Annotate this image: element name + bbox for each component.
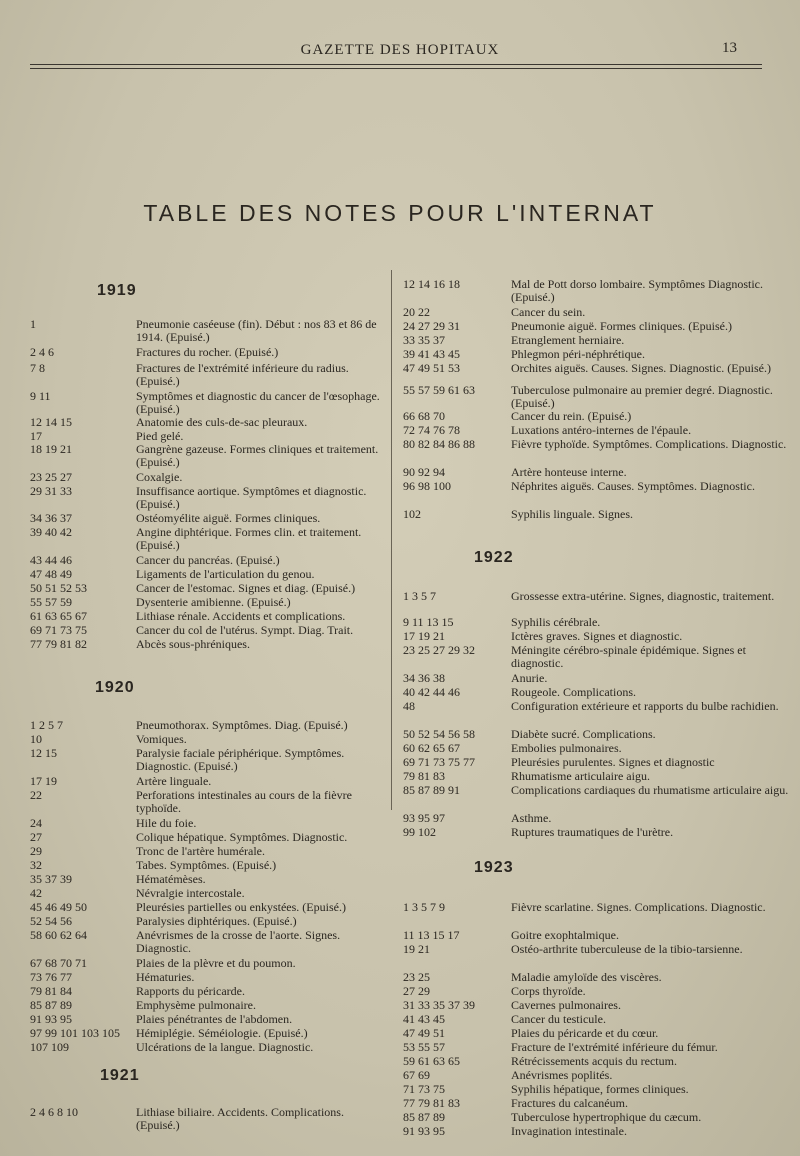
entry-numbers: 91 93 95: [30, 1012, 72, 1026]
page-number: 13: [722, 40, 737, 56]
entry-numbers: 32: [30, 858, 42, 872]
entry-topic: Ostéo-arthrite tuberculeuse de la tibio-tarsienne.: [511, 942, 743, 956]
entry-numbers: 17 19 21: [403, 629, 445, 643]
entry-topic: Colique hépatique. Symptômes. Diagnostic.: [136, 830, 348, 844]
entry-topic: Syphilis hépatique, formes cliniques.: [511, 1082, 689, 1096]
entry-topic: Lithiase rénale. Accidents et complications.: [136, 609, 346, 623]
entry-numbers: 55 57 59 61 63: [403, 383, 475, 397]
entry-topic: Cancer du col de l'utérus. Sympt. Diag. Trait.: [136, 623, 354, 637]
journal-title: GAZETTE DES HOPITAUX: [300, 42, 500, 58]
entry-topic: Anatomie des culs-de-sac pleuraux.: [136, 415, 308, 429]
entry-topic: Orchites aiguës. Causes. Signes. Diagnostic. (Epuisé.): [511, 361, 771, 375]
entry-numbers: 39 40 42: [30, 525, 72, 539]
entry-topic: Pleurésies purulentes. Signes et diagnostic: [511, 755, 715, 769]
entry-topic: Fractures de l'extrémité inférieure du radius. (Epuisé.): [136, 361, 349, 389]
entry-numbers: 27 29: [403, 984, 430, 998]
entry-numbers: 43 44 46: [30, 553, 72, 567]
entry-topic: Hématémèses.: [136, 872, 206, 886]
entry-topic: Perforations intestinales au cours de la fièvre typhoïde.: [136, 788, 352, 816]
entry-numbers: 66 68 70: [403, 409, 445, 423]
entry-numbers: 60 62 65 67: [403, 741, 460, 755]
entry-topic: Abcès sous-phréniques.: [136, 637, 250, 651]
entry-numbers: 9 11: [30, 389, 51, 403]
entry-numbers: 77 79 81 82: [30, 637, 87, 651]
entry-numbers: 2 4 6: [30, 345, 54, 359]
entry-topic: Plaies pénétrantes de l'abdomen.: [136, 1012, 293, 1026]
entry-numbers: 59 61 63 65: [403, 1054, 460, 1068]
entry-numbers: 12 14 16 18: [403, 277, 460, 291]
entry-numbers: 17: [30, 429, 42, 443]
entry-topic: Ostéomyélite aiguë. Formes cliniques.: [136, 511, 321, 525]
entry-numbers: 69 71 73 75 77: [403, 755, 475, 769]
entry-numbers: 31 33 35 37 39: [403, 998, 475, 1012]
entry-topic: Corps thyroïde.: [511, 984, 586, 998]
entry-topic: Rapports du péricarde.: [136, 984, 245, 998]
entry-topic: Néphrites aiguës. Causes. Symptômes. Diagnostic.: [511, 479, 755, 493]
entry-topic: Lithiase biliaire. Accidents. Complications. (Epuisé.): [136, 1105, 344, 1133]
entry-numbers: 80 82 84 86 88: [403, 437, 475, 451]
entry-topic: Pneumonie caséeuse (fin). Début : nos 83 et 86 de 1914. (Epuisé.): [136, 317, 377, 345]
entry-numbers: 23 25: [403, 970, 430, 984]
entry-numbers: 61 63 65 67: [30, 609, 87, 623]
entry-topic: Mal de Pott dorso lombaire. Symptômes Diagnostic. (Epuisé.): [511, 277, 763, 305]
entry-numbers: 22: [30, 788, 42, 802]
entry-numbers: 85 87 89 91: [403, 783, 460, 797]
entry-topic: Hématuries.: [136, 970, 195, 984]
entry-topic: Cancer du rein. (Epuisé.): [511, 409, 632, 423]
entry-topic: Diabète sucré. Complications.: [511, 727, 656, 741]
header-rule-thin: [30, 68, 762, 69]
entry-topic: Luxations antéro-internes de l'épaule.: [511, 423, 692, 437]
entry-numbers: 47 48 49: [30, 567, 72, 581]
entry-numbers: 18 19 21: [30, 442, 72, 456]
entry-numbers: 85 87 89: [30, 998, 72, 1012]
entry-numbers: 33 35 37: [403, 333, 445, 347]
entry-topic: Pied gelé.: [136, 429, 184, 443]
entry-topic: Rétrécissements acquis du rectum.: [511, 1054, 677, 1068]
entry-numbers: 50 52 54 56 58: [403, 727, 475, 741]
page-title: TABLE DES NOTES POUR L'INTERNAT: [143, 200, 657, 226]
entry-topic: Cancer du pancréas. (Epuisé.): [136, 553, 280, 567]
entry-topic: Tronc de l'artère humérale.: [136, 844, 265, 858]
entry-topic: Anurie.: [511, 671, 548, 685]
entry-topic: Tabes. Symptômes. (Epuisé.): [136, 858, 277, 872]
entry-numbers: 1 2 5 7: [30, 718, 63, 732]
entry-topic: Artère linguale.: [136, 774, 212, 788]
entry-numbers: 2 4 6 8 10: [30, 1105, 78, 1119]
entry-topic: Etranglement herniaire.: [511, 333, 625, 347]
entry-topic: Rhumatisme articulaire aigu.: [511, 769, 650, 783]
entry-topic: Anévrismes poplités.: [511, 1068, 613, 1082]
entry-topic: Méningite cérébro-spinale épidémique. Signes et diagnostic.: [511, 643, 746, 671]
entry-topic: Hile du foie.: [136, 816, 197, 830]
entry-topic: Paralysie faciale périphérique. Symptômes. Diagnostic. (Epuisé.): [136, 746, 345, 774]
entry-numbers: 7 8: [30, 361, 45, 375]
entry-numbers: 67 68 70 71: [30, 956, 87, 970]
entry-topic: Hémiplégie. Séméiologie. (Epuisé.): [136, 1026, 308, 1040]
entry-numbers: 47 49 51 53: [403, 361, 460, 375]
page-header: [0, 40, 800, 80]
entry-topic: Ruptures traumatiques de l'urètre.: [511, 825, 674, 839]
entry-topic: Embolies pulmonaires.: [511, 741, 622, 755]
entry-topic: Fièvre typhoïde. Symptômes. Complications. Diagnostic.: [511, 437, 787, 451]
entry-numbers: 1 3 5 7: [403, 589, 436, 603]
entry-topic: Plaies du péricarde et du cœur.: [511, 1026, 659, 1040]
entry-topic: Pneumonie aiguë. Formes cliniques. (Epuisé.): [511, 319, 732, 333]
entry-numbers: 24 27 29 31: [403, 319, 460, 333]
entry-numbers: 97 99 101 103 105: [30, 1026, 120, 1040]
entry-numbers: 29 31 33: [30, 484, 72, 498]
year-heading-1921: 1921: [100, 1067, 140, 1084]
entry-numbers: 53 55 57: [403, 1040, 445, 1054]
entry-topic: Paralysies diphtériques. (Epuisé.): [136, 914, 297, 928]
entry-topic: Ulcérations de la langue. Diagnostic.: [136, 1040, 314, 1054]
entry-topic: Syphilis linguale. Signes.: [511, 507, 634, 521]
entry-topic: Plaies de la plèvre et du poumon.: [136, 956, 296, 970]
entry-topic: Pleurésies partielles ou enkystées. (Epuisé.): [136, 900, 346, 914]
entry-topic: Névralgie intercostale.: [136, 886, 245, 900]
entry-topic: Rougeole. Complications.: [511, 685, 636, 699]
entry-numbers: 23 25 27: [30, 470, 72, 484]
entry-numbers: 23 25 27 29 32: [403, 643, 475, 657]
entry-numbers: 19 21: [403, 942, 430, 956]
entry-topic: Asthme.: [511, 811, 552, 825]
entry-topic: Fractures du calcanéum.: [511, 1096, 628, 1110]
entry-topic: Ligaments de l'articulation du genou.: [136, 567, 315, 581]
entry-topic: Phlegmon péri-néphrétique.: [511, 347, 645, 361]
entry-numbers: 79 81 83: [403, 769, 445, 783]
entry-numbers: 41 43 45: [403, 1012, 445, 1026]
entry-numbers: 40 42 44 46: [403, 685, 460, 699]
entry-numbers: 42: [30, 886, 42, 900]
entry-topic: Tuberculose hypertrophique du cæcum.: [511, 1110, 702, 1124]
column-divider: [391, 270, 392, 810]
entry-topic: Fractures du rocher. (Epuisé.): [136, 345, 279, 359]
entry-topic: Emphysème pulmonaire.: [136, 998, 256, 1012]
entry-topic: Cavernes pulmonaires.: [511, 998, 621, 1012]
entry-numbers: 91 93 95: [403, 1124, 445, 1138]
entry-numbers: 1: [30, 317, 36, 331]
entry-topic: Grossesse extra-utérine. Signes, diagnostic, traitement.: [511, 589, 775, 603]
entry-numbers: 71 73 75: [403, 1082, 445, 1096]
entry-topic: Fracture de l'extrémité inférieure du fémur.: [511, 1040, 718, 1054]
entry-numbers: 10: [30, 732, 42, 746]
entry-topic: Tuberculose pulmonaire au premier degré. Diagnostic. (Epuisé.): [511, 383, 773, 411]
entry-topic: Insuffisance aortique. Symptômes et diagnostic. (Epuisé.): [136, 484, 367, 512]
entry-numbers: 45 46 49 50: [30, 900, 87, 914]
entry-numbers: 102: [403, 507, 421, 521]
entry-numbers: 93 95 97: [403, 811, 445, 825]
entry-numbers: 47 49 51: [403, 1026, 445, 1040]
entry-numbers: 34 36 38: [403, 671, 445, 685]
entry-topic: Maladie amyloïde des viscères.: [511, 970, 662, 984]
year-heading-1919: 1919: [97, 282, 137, 299]
entry-topic: Cancer du testicule.: [511, 1012, 606, 1026]
year-heading-1923: 1923: [474, 859, 514, 876]
year-heading-1920: 1920: [95, 679, 135, 696]
entry-numbers: 29: [30, 844, 42, 858]
entry-numbers: 35 37 39: [30, 872, 72, 886]
entry-topic: Dysenterie amibienne. (Epuisé.): [136, 595, 291, 609]
entry-topic: Coxalgie.: [136, 470, 183, 484]
entry-numbers: 27: [30, 830, 42, 844]
entry-topic: Fièvre scarlatine. Signes. Complications. Diagnostic.: [511, 900, 766, 914]
entry-topic: Goitre exophtalmique.: [511, 928, 619, 942]
entry-numbers: 39 41 43 45: [403, 347, 460, 361]
entry-topic: Symptômes et diagnostic du cancer de l'œsophage. (Epuisé.): [136, 389, 380, 417]
entry-numbers: 67 69: [403, 1068, 430, 1082]
entry-numbers: 34 36 37: [30, 511, 72, 525]
entry-topic: Artère honteuse interne.: [511, 465, 627, 479]
entry-numbers: 48: [403, 699, 415, 713]
entry-numbers: 96 98 100: [403, 479, 451, 493]
entry-numbers: 12 15: [30, 746, 57, 760]
entry-topic: Cancer de l'estomac. Signes et diag. (Epuisé.): [136, 581, 356, 595]
entry-numbers: 55 57 59: [30, 595, 72, 609]
entry-numbers: 85 87 89: [403, 1110, 445, 1124]
entry-topic: Angine diphtérique. Formes clin. et traitement. (Epuisé.): [136, 525, 362, 553]
entry-numbers: 107 109: [30, 1040, 69, 1054]
entry-topic: Pneumothorax. Symptômes. Diag. (Epuisé.): [136, 718, 348, 732]
entry-numbers: 11 13 15 17: [403, 928, 460, 942]
entry-numbers: 9 11 13 15: [403, 615, 454, 629]
header-rule: [30, 64, 762, 65]
entry-numbers: 17 19: [30, 774, 57, 788]
entry-topic: Complications cardiaques du rhumatisme articulaire aigu.: [511, 783, 789, 797]
entry-numbers: 1 3 5 7 9: [403, 900, 445, 914]
year-heading-1922: 1922: [474, 549, 514, 566]
entry-numbers: 72 74 76 78: [403, 423, 460, 437]
entry-numbers: 79 81 84: [30, 984, 72, 998]
entry-topic: Invagination intestinale.: [511, 1124, 627, 1138]
entry-numbers: 50 51 52 53: [30, 581, 87, 595]
entry-topic: Ictères graves. Signes et diagnostic.: [511, 629, 683, 643]
entry-numbers: 99 102: [403, 825, 436, 839]
entry-topic: Cancer du sein.: [511, 305, 586, 319]
entry-numbers: 20 22: [403, 305, 430, 319]
entry-numbers: 58 60 62 64: [30, 928, 87, 942]
entry-numbers: 73 76 77: [30, 970, 72, 984]
entry-topic: Anévrismes de la crosse de l'aorte. Signes. Diagnostic.: [136, 928, 341, 956]
entry-numbers: 90 92 94: [403, 465, 445, 479]
entry-numbers: 77 79 81 83: [403, 1096, 460, 1110]
entry-topic: Syphilis cérébrale.: [511, 615, 601, 629]
entry-numbers: 12 14 15: [30, 415, 72, 429]
entry-numbers: 52 54 56: [30, 914, 72, 928]
entry-numbers: 69 71 73 75: [30, 623, 87, 637]
entry-topic: Vomiques.: [136, 732, 187, 746]
entry-topic: Gangrène gazeuse. Formes cliniques et traitement. (Epuisé.): [136, 442, 379, 470]
entry-numbers: 24: [30, 816, 42, 830]
entry-topic: Configuration extérieure et rapports du bulbe rachidien.: [511, 699, 779, 713]
